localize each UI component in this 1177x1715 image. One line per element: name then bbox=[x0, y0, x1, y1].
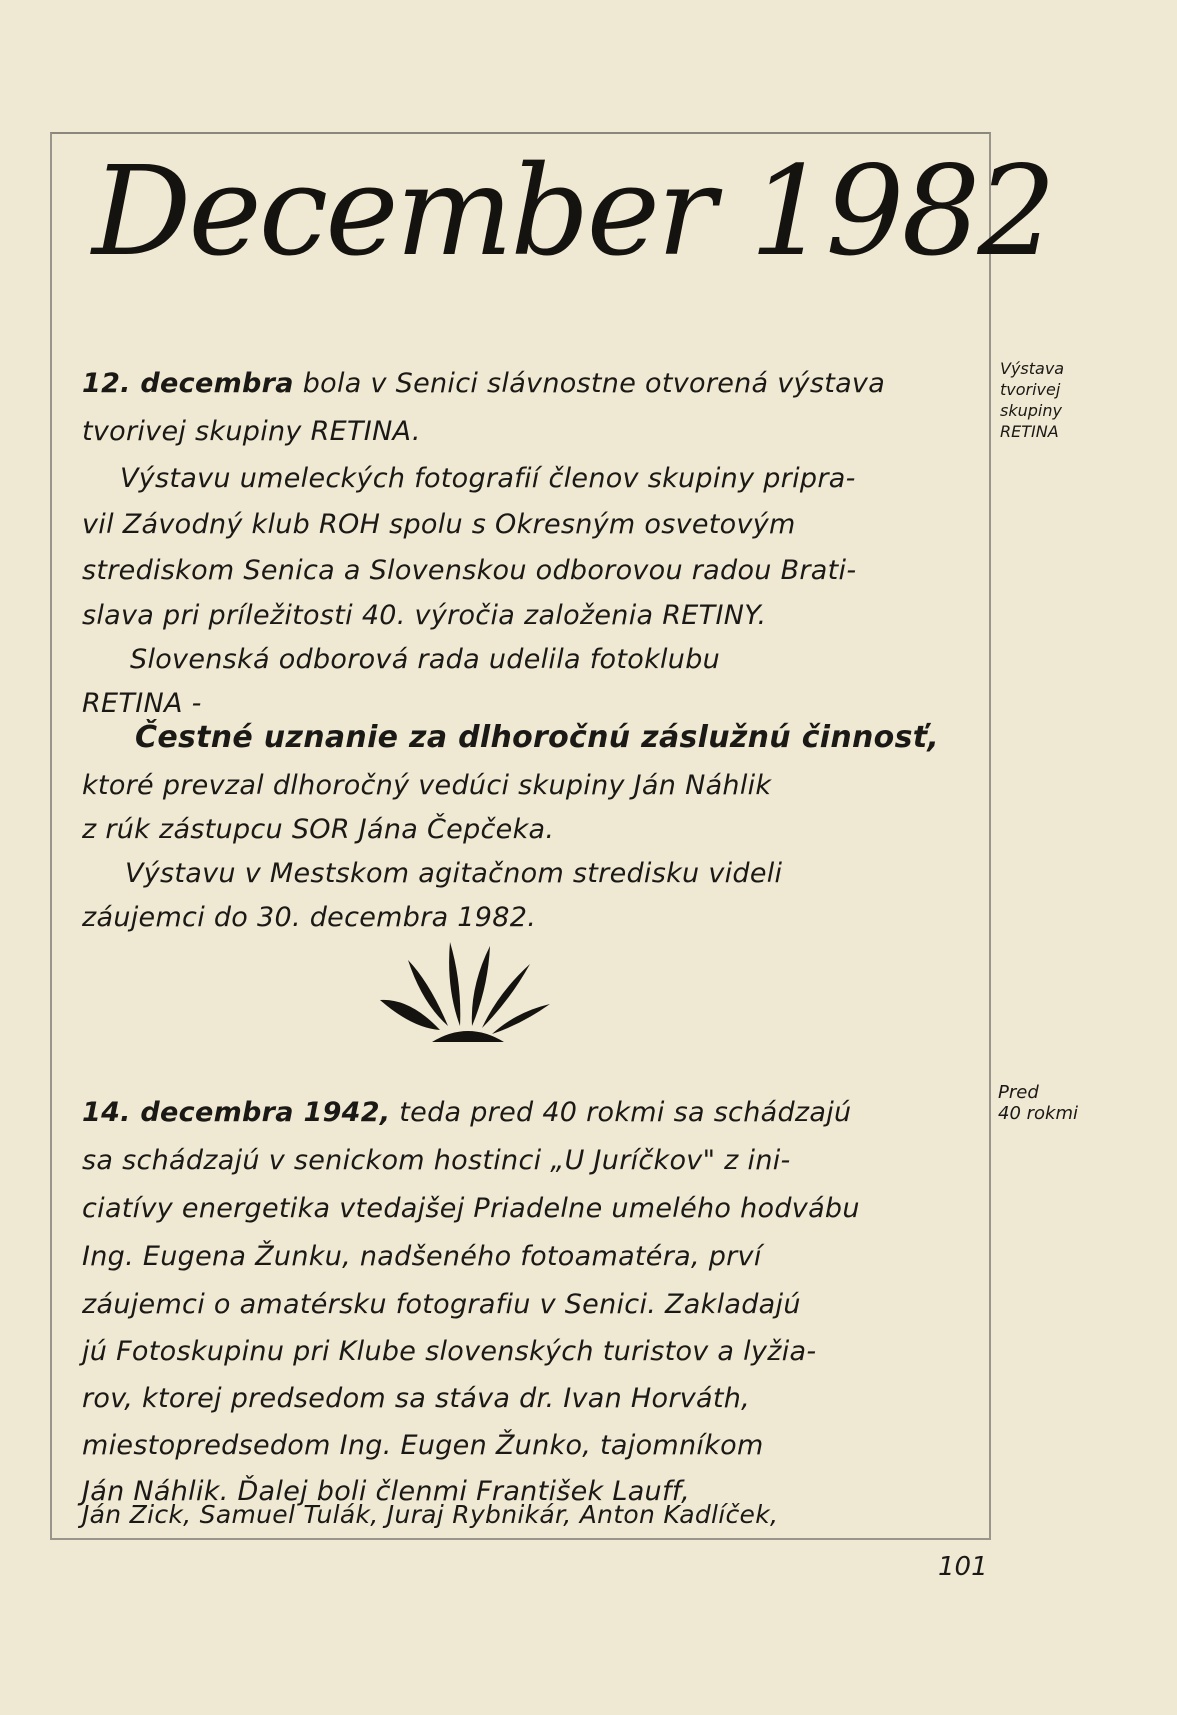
entry1-line-1-text: bola v Senici slávnostne otvorená výstava bbox=[302, 368, 886, 399]
entry2-line-2: sa schádzajú v senickom hostinci „U Juríčkov" z ini- bbox=[82, 1145, 791, 1176]
entry1-line-4: vil Závodný klub ROH spolu s Okresným osvetovým bbox=[82, 509, 796, 540]
entry1-line-3: Výstavu umeleckých fotografií členov skupiny pripra- bbox=[120, 463, 856, 494]
entry2-heading-date: 14. decembra 1942, bbox=[82, 1097, 391, 1128]
fan-ornament-icon bbox=[370, 938, 570, 1048]
entry1-line-7: Slovenská odborová rada udelila fotoklubu bbox=[130, 644, 721, 675]
entry1-heading-date: 12. decembra bbox=[82, 368, 294, 399]
entry1-line-1 bbox=[82, 368, 885, 399]
entry1-margin-note: Výstava tvorivej skupiny RETINA bbox=[1000, 359, 1065, 441]
entry2-line-1-text: teda pred 40 rokmi sa schádzajú bbox=[399, 1097, 852, 1128]
entry1-line-11: Výstavu v Mestskom agitačnom stredisku videli bbox=[125, 858, 783, 889]
entry1-line-2: tvorivej skupiny RETINA. bbox=[82, 416, 421, 447]
entry2-margin-note: Pred 40 rokmi bbox=[998, 1082, 1078, 1124]
ornament-petal-6 bbox=[492, 1004, 550, 1034]
entry1-line-12: záujemci do 30. decembra 1982. bbox=[82, 902, 537, 933]
entry2-line-5: záujemci o amatérsku fotografiu v Senici. Zakladajú bbox=[82, 1289, 801, 1320]
entry1-line-10: z rúk zástupcu SOR Jána Čepčeka. bbox=[82, 814, 555, 845]
page-title: December 1982 bbox=[92, 140, 1054, 284]
entry2-line-1 bbox=[82, 1097, 851, 1128]
entry2-line-8: miestopredsedom Ing. Eugen Žunko, tajomníkom bbox=[82, 1430, 764, 1461]
entry1-line-6: slava pri príležitosti 40. výročia založenia RETINY. bbox=[82, 600, 767, 631]
entry2-line-9: Ján Náhlik. Ďalej boli členmi František Lauff, bbox=[82, 1476, 690, 1507]
entry2-line-6: jú Fotoskupinu pri Klube slovenských turistov a lyžia- bbox=[82, 1336, 817, 1367]
ornament-base bbox=[432, 1031, 504, 1042]
entry2-line-10: Ján Zick, Samuel Tulák, Juraj Rybnikár, Anton Kadlíček, bbox=[82, 1500, 779, 1529]
entry1-line-5: strediskom Senica a Slovenskou odborovou radou Brati- bbox=[82, 555, 857, 586]
entry1-line-9: ktoré prevzal dlhoročný vedúci skupiny Ján Náhlik bbox=[82, 770, 772, 801]
entry1-award: Čestné uznanie za dlhoročnú záslužnú činnosť, bbox=[135, 720, 940, 755]
entry2-line-3: ciatívy energetika vtedajšej Priadelne umelého hodvábu bbox=[82, 1193, 860, 1224]
ornament-petal-4 bbox=[472, 946, 490, 1026]
ornament-petal-3 bbox=[449, 942, 460, 1026]
entry2-line-7: rov, ktorej predsedom sa stáva dr. Ivan Horváth, bbox=[82, 1383, 751, 1414]
page-number: 101 bbox=[938, 1552, 988, 1582]
entry1-line-8: RETINA - bbox=[82, 688, 202, 719]
entry2-line-4: Ing. Eugena Žunku, nadšeného fotoamatéra, prví bbox=[82, 1241, 762, 1272]
